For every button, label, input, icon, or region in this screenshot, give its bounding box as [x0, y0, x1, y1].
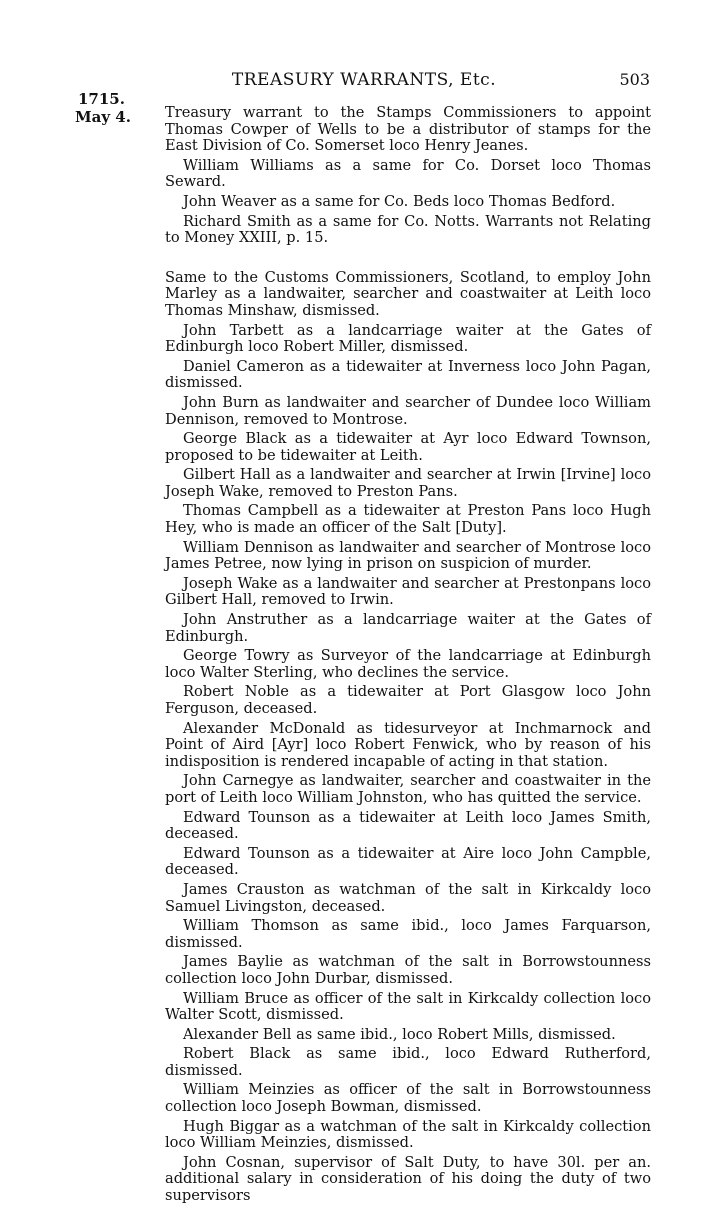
entry-paragraph: William Meinzies as officer of the salt in Borrowstounness collection loco Joseph Bowman, dismissed. — [165, 1081, 651, 1116]
entry-paragraph: William Williams as a same for Co. Dorset loco Thomas Seward. — [165, 156, 651, 191]
body-text — [165, 105, 651, 1208]
entry-paragraph: James Crauston as watchman of the salt in Kirkcaldy loco Samuel Livingston, deceased. — [165, 880, 651, 915]
entry-paragraph: Robert Noble as a tidewaiter at Port Glasgow loco John Ferguson, deceased. — [165, 683, 651, 717]
entry-paragraph: John Tarbett as a landcarriage waiter at the Gates of Edinburgh loco Robert Miller, dismissed. — [165, 321, 651, 356]
entry-paragraph: William Dennison as landwaiter and searcher of Montrose loco James Petree, now lying in prison on suspicion of murder. — [165, 538, 651, 573]
entry-paragraph: Thomas Campbell as a tidewaiter at Preston Pans loco Hugh Hey, who is made an officer of the Salt [Duty]. — [165, 502, 651, 537]
entry-paragraph: Same to the Customs Commissioners, Scotland, to employ John Marley as a landwaiter, searcher and coastwaiter at Leith loco Thomas Minshaw, dismissed. — [165, 268, 651, 319]
entry-paragraph: Edward Tounson as a tidewaiter at Aire loco John Campble, deceased. — [165, 844, 651, 879]
margin-year: 1715. — [78, 90, 125, 108]
entry-paragraph: Edward Tounson as a tidewaiter at Leith loco James Smith, deceased. — [165, 808, 651, 843]
entry-paragraph: George Towry as Surveyor of the landcarriage at Edinburgh loco Walter Sterling, who declines the service. — [165, 647, 651, 681]
entry-paragraph: John Carnegye as landwaiter, searcher and coastwaiter in the port of Leith loco William Johnston, who has quitted the service. — [165, 772, 651, 806]
entry-paragraph: John Cosnan, supervisor of Salt Duty, to have 30l. per an. additional salary in consideration of his doing the duty of two supervisors — [165, 1153, 651, 1205]
entry-paragraph: Treasury warrant to the Stamps Commissioners to appoint Thomas Cowper of Wells to be a distributor of stamps for the East Division of Co. Somerset loco Henry Jeanes. — [165, 104, 651, 155]
entry-paragraph: John Anstruther as a landcarriage waiter at the Gates of Edinburgh. — [165, 611, 651, 645]
entry-paragraph: Alexander McDonald as tidesurveyor at Inchmarnock and Point of Aird [Ayr] loco Robert Fenwick, who by reason of his indisposition is rendered incapable of acting in that station. — [165, 719, 651, 770]
entry-paragraph: William Bruce as officer of the salt in Kirkcaldy collection loco Walter Scott, dismissed. — [165, 989, 651, 1024]
page-title: TREASURY WARRANTS, Etc. — [231, 70, 497, 90]
entry-paragraph: George Black as a tidewaiter at Ayr loco Edward Townson, proposed to be tidewaiter at Leith. — [165, 430, 651, 464]
entry-paragraph: William Thomson as same ibid., loco James Farquarson, dismissed. — [165, 917, 651, 951]
entry-paragraph: John Weaver as a same for Co. Beds loco Thomas Bedford. — [183, 192, 616, 210]
entry-paragraph: John Burn as landwaiter and searcher of Dundee loco William Dennison, removed to Montrose. — [165, 393, 651, 428]
page-number: 503 — [619, 70, 650, 89]
entry-paragraph: Richard Smith as a same for Co. Notts. Warrants not Relating to Money XXIII, p. 15. — [165, 212, 651, 247]
entry-paragraph: Alexander Bell as same ibid., loco Robert Mills, dismissed. — [183, 1025, 616, 1043]
entry-paragraph: Robert Black as same ibid., loco Edward Rutherford, dismissed. — [165, 1045, 651, 1079]
entry-paragraph: Gilbert Hall as a landwaiter and searcher at Irwin [Irvine] loco Joseph Wake, removed to Preston Pans. — [165, 466, 651, 500]
entry-paragraph: Daniel Cameron as a tidewaiter at Inverness loco John Pagan, dismissed. — [165, 357, 651, 392]
section-gap — [165, 250, 651, 270]
entry-paragraph: James Baylie as watchman of the salt in Borrowstounness collection loco John Durbar, dismissed. — [165, 953, 651, 987]
entry-paragraph: Hugh Biggar as a watchman of the salt in Kirkcaldy collection loco William Meinzies, dismissed. — [165, 1117, 651, 1152]
running-head — [0, 70, 728, 90]
entry-paragraph: Joseph Wake as a landwaiter and searcher at Prestonpans loco Gilbert Hall, removed to Irwin. — [165, 574, 651, 609]
margin-date: May 4. — [75, 108, 131, 126]
